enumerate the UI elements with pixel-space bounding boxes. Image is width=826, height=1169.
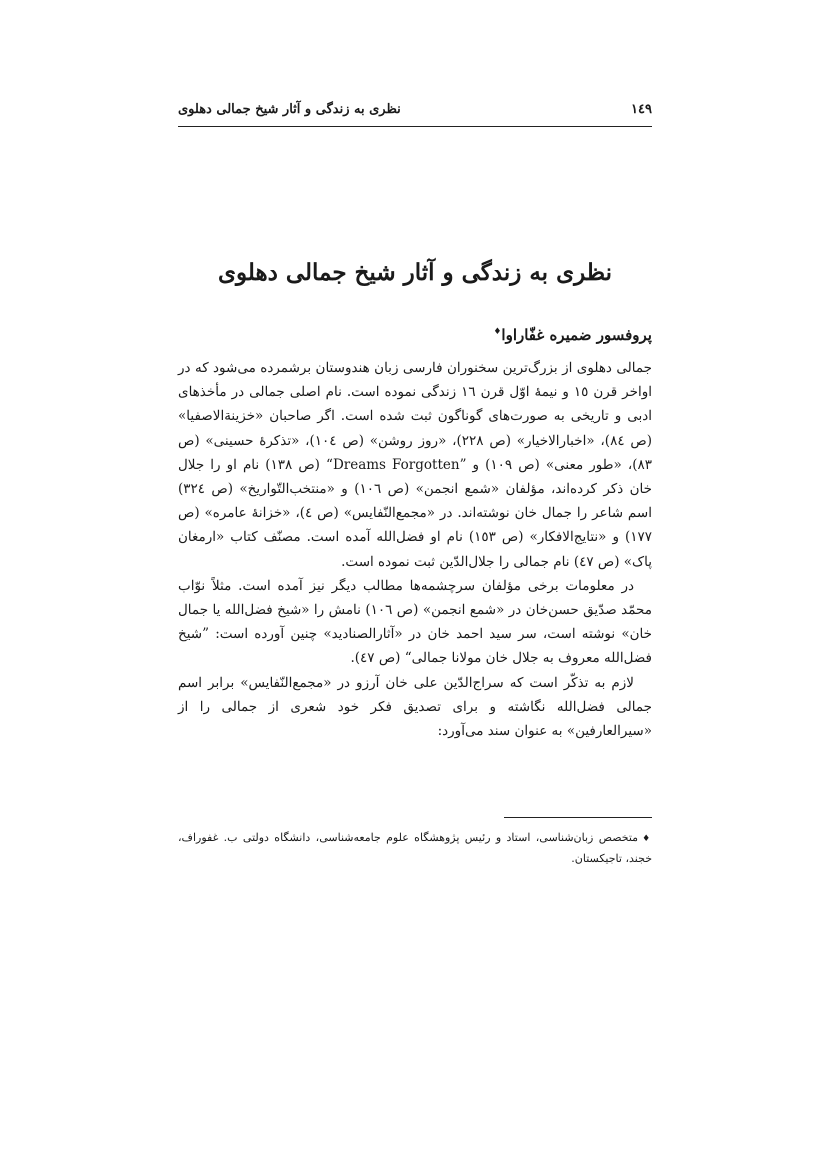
page-number: ١٤٩ [631, 102, 652, 117]
running-header [178, 100, 652, 127]
author-footnote-mark: ♦ [493, 327, 502, 337]
paragraph: در معلومات برخی مؤلفان سرچشمه‌ها مطالب دیگر نیز آمده است. مثلاً نوّاب محمّد صدّیق حسن‌خان در «شمع انجمن» (ص ١٠٦) نامش را «شیخ فضل‌الله یا جمال خان» نوشته است، سر سید احمد خان در «آثارالصنادید» چنین آورده است: ”شیخ فضل‌الله معروف به جلال خان مولانا جمالی“ (ص ٤٧). [178, 577, 652, 667]
author-line [178, 320, 652, 347]
paragraph: جمالی دهلوی از بزرگ‌ترین سخنوران فارسی زبان هندوستان برشمرده می‌شود که در اواخر قرن ١٥ و نیمهٔ اوّل قرن ١٦ زندگی نموده است. نام اصلی جمالی در مأخذهای ادبی و تاریخی به صورت‌های گوناگون ثبت شده است. اگر صاحبان «خزینةالاصفیا» (ص ٨٤)، «اخبارالاخیار» (ص ٢٢٨)، «روز روشن» (ص ١٠٤)، «تذکرهٔ حسینی» (ص ٨٣)، «طور معنی» (ص ١٠٩) و ”Dreams Forgotten“ (ص ١٣٨) نام او را جلال خان ذکر کرده‌اند، مؤلفان «شمع انجمن» (ص ١٠٦) و «منتخب‌التّواریخ» (ص ٣٢٤) اسم شاعر را جمال خان نوشته‌اند. در «مجمع‌النّفایس» (ص ٤)، «خزانهٔ عامره» (ص ١٧٧) و «نتایج‌الافکار» (ص ١٥٣) نام او فضل‌الله آمده است. مصنّف کتاب «ارمغان پاک» (ص ٤٧) نام جمالی را جلال‌الدّین ثبت نموده است. [178, 360, 652, 570]
footnote-text: متخصص زبان‌شناسی، استاد و رئیس پژوهشگاه علوم جامعه‌شناسی، دانشگاه دولتی ب. غفوراف، خجند، تاجیکستان. [178, 831, 652, 865]
article-title: نظری به زندگی و آثار شیخ جمالی دهلوی [217, 259, 613, 286]
paragraph: لازم به تذکّر است که سراج‌الدّین علی خان آرزو در «مجمع‌النّفایس» برابر اسم جمالی فضل‌الله نگاشته و برای تصدیق فکر خود شعری از جمالی را از «سیرالعارفین» به عنوان سند می‌آورد: [178, 674, 652, 740]
footnote [178, 828, 652, 869]
running-title: نظری به زندگی و آثار شیخ جمالی دهلوی [178, 102, 401, 117]
author-name: پروفسور ضمیره غفّاراوا [501, 326, 652, 344]
article-body [178, 356, 652, 743]
footnote-divider [504, 817, 652, 818]
footnote-mark: ♦ [642, 834, 652, 844]
